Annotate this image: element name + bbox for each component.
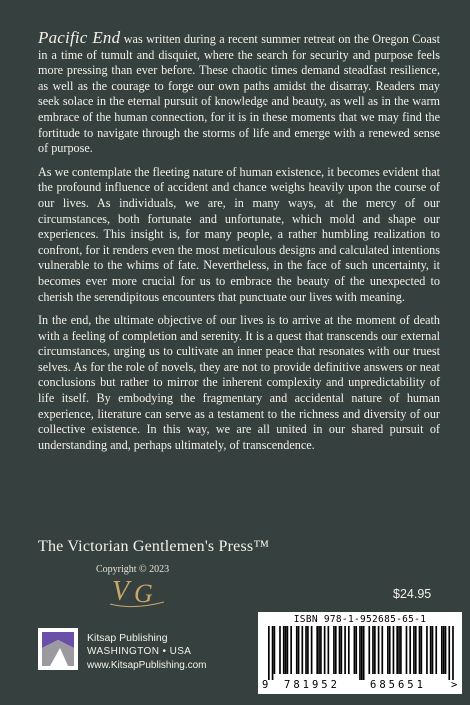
barcode-bar bbox=[406, 626, 408, 674]
blurb-paragraph-3: In the end, the ultimate objective of our lives is to arrive at the moment of death with a feeling of completion and serenity. It is a quest that transcends our external circumstances, urging us to cultivate an inner peace that resonates with our truest selves. As for the role of novels, they are not to provide definitive answers or neat conclusions but rather to mirror the inherent complexity and unpredictability of life itself. By embodying the fragmentary and accidental nature of human experience, literature can serve as a testament to the richness and diversity of our collective existence. In this way, we are all united in our shared pursuit of understanding and, perhaps ultimately, of transcendence. bbox=[38, 313, 440, 452]
barcode-bar bbox=[409, 626, 411, 674]
barcode-bar bbox=[452, 626, 454, 680]
svg-text:G: G bbox=[134, 579, 153, 608]
barcode-bar bbox=[307, 626, 309, 674]
vg-monogram-logo bbox=[104, 574, 174, 608]
barcode-bar bbox=[339, 626, 341, 674]
barcode-bar bbox=[296, 626, 298, 674]
barcode-bar bbox=[341, 626, 343, 674]
barcode-bar bbox=[268, 626, 270, 680]
kitsap-publishing-logo bbox=[38, 628, 78, 670]
barcode-bar bbox=[355, 626, 357, 674]
barcode-bar bbox=[441, 626, 443, 674]
barcode-digit-group-1: 781952 bbox=[284, 679, 340, 691]
barcode-digit-group-2: 685651 bbox=[370, 679, 426, 691]
barcode-bar bbox=[298, 626, 300, 674]
publisher-url: www.KitsapPublishing.com bbox=[87, 660, 207, 671]
blurb-text bbox=[38, 30, 440, 461]
barcode-bar bbox=[400, 626, 402, 674]
barcode-bar bbox=[389, 626, 391, 674]
barcode-bar bbox=[372, 626, 374, 674]
price-label: $24.95 bbox=[393, 587, 432, 601]
blurb-paragraph-1 bbox=[38, 30, 440, 157]
barcode-bar bbox=[363, 626, 365, 680]
barcode-bar bbox=[432, 626, 434, 674]
barcode-bar bbox=[301, 626, 303, 674]
barcode-bar bbox=[398, 626, 400, 674]
barcode-bar bbox=[305, 626, 307, 674]
barcode-bar bbox=[274, 626, 276, 674]
barcode-bar bbox=[448, 626, 450, 680]
barcode-bar bbox=[333, 626, 335, 674]
barcode-bar bbox=[272, 626, 274, 680]
book-title: Pacific End bbox=[38, 28, 121, 47]
copyright-notice: Copyright © 2023 bbox=[96, 564, 170, 575]
barcode-bar bbox=[320, 626, 322, 674]
barcode-bar bbox=[368, 626, 370, 674]
barcode-bar bbox=[396, 626, 398, 674]
barcode-bar bbox=[290, 626, 292, 674]
barcode-bar bbox=[283, 626, 285, 674]
barcode-bar bbox=[348, 626, 350, 674]
publisher-name: Kitsap Publishing bbox=[87, 632, 168, 644]
barcode-bar bbox=[426, 626, 428, 674]
barcode-bar bbox=[419, 626, 421, 674]
press-name: The Victorian Gentlemen's Press™ bbox=[38, 538, 270, 555]
barcode-bar bbox=[393, 626, 395, 674]
barcode-bar bbox=[279, 626, 281, 674]
barcode-bar bbox=[435, 626, 437, 674]
publisher-location: WASHINGTON • USA bbox=[87, 646, 192, 657]
barcode-bar bbox=[381, 626, 383, 674]
barcode-bar bbox=[430, 626, 432, 674]
barcode-bar bbox=[359, 626, 361, 680]
barcode-bar bbox=[443, 626, 445, 674]
barcode-bar bbox=[344, 626, 346, 674]
barcode-bar bbox=[374, 626, 376, 674]
barcode-bar bbox=[324, 626, 326, 674]
blurb-paragraph-1-text: was written during a recent summer retreat on the Oregon Coast in a time of tumult and disquiet, where the search for security and purpose feels more pressing than ever before. These chaotic times demand steadfast resilience, as well as the courage to forge our own paths amidst the disarray. Readers may seek solace in the eternal pursuit of knowledge and beauty, as well as in the warm embrace of the human connection, for it is in these moments that we may find the fortitude to navigate through the storms of life and emerge with a renewed sense of purpose. bbox=[38, 32, 440, 156]
barcode-bar bbox=[413, 626, 415, 674]
barcode-bar bbox=[287, 626, 289, 674]
barcode-bar bbox=[318, 626, 320, 674]
barcode-bar bbox=[387, 626, 389, 674]
barcode-bar bbox=[316, 626, 318, 674]
barcode-bar bbox=[285, 626, 287, 674]
blurb-paragraph-2: As we contemplate the fleeting nature of human existence, it becomes evident that the profound influence of accident and chance weighs heavily upon the course of our lives. As individuals, we are, in many ways, at the mercy of our circumstances, both fortunate and unfortunate, which mold and shape our experiences. This insight is, for many people, a rather humbling realization to confront, for it renders even the most meticulous designs and calculated intentions vulnerable to the whims of fate. Nevertheless, in the face of such uncertainty, it becomes ever more crucial for us to embrace the beauty of the unexpected to cherish the serendipitous encounters that punctuate our lives with meaning. bbox=[38, 164, 440, 304]
barcode-bar bbox=[361, 626, 363, 680]
barcode-bars bbox=[268, 626, 454, 680]
isbn-barcode bbox=[258, 612, 462, 694]
barcode-trailer: > bbox=[451, 679, 458, 691]
barcode-bar bbox=[328, 626, 330, 674]
svg-text:V: V bbox=[112, 576, 130, 607]
barcode-bar bbox=[335, 626, 337, 674]
barcode-bar bbox=[421, 626, 423, 674]
barcode-bar bbox=[415, 626, 417, 674]
barcode-bar bbox=[445, 626, 447, 674]
isbn-number: ISBN 978-1-952685-65-1 bbox=[293, 614, 427, 625]
barcode-digit-first: 9 bbox=[262, 679, 269, 691]
barcode-bar bbox=[311, 626, 313, 674]
barcode-bar bbox=[354, 626, 356, 674]
barcode-bar bbox=[378, 626, 380, 674]
